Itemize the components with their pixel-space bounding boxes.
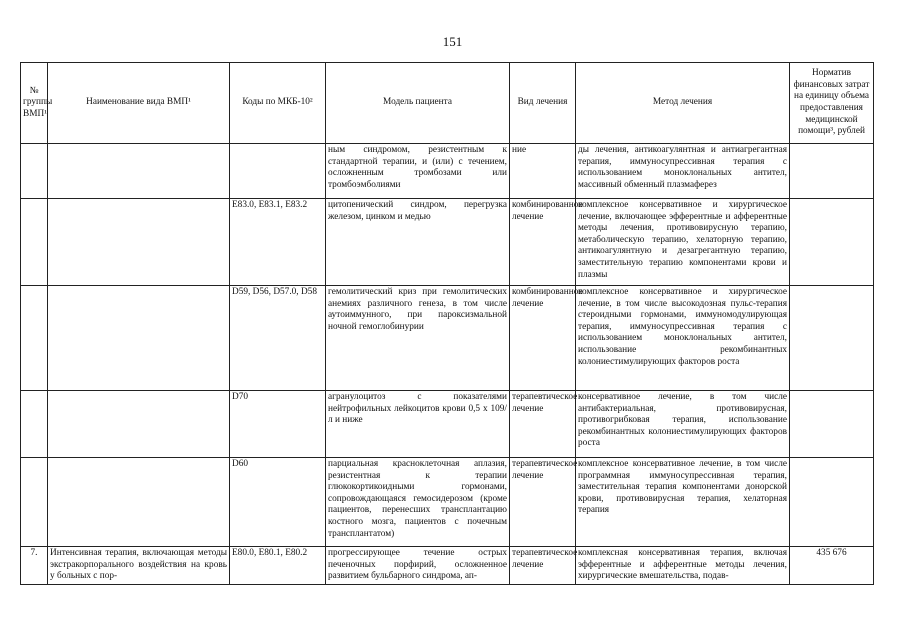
cell-name <box>48 391 230 458</box>
cell-name <box>48 144 230 199</box>
cell-cost: 435 676 <box>790 547 874 585</box>
cell-method: консервативное лечение, в том числе антибактериальная, противовирусная, противогрибковая терапия, использование рекомбинантных колониестимулирующих факторов роста <box>576 391 790 458</box>
cell-name <box>48 199 230 286</box>
header-row <box>21 63 874 144</box>
cell-name <box>48 458 230 547</box>
header-treatment-type: Вид лечения <box>510 63 576 144</box>
cell-type: ние <box>510 144 576 199</box>
cell-method: комплексная консервативная терапия, включая эфферентные и афферентные методы лечения, хирургические вмешательства, подав- <box>576 547 790 585</box>
cell-group <box>21 144 48 199</box>
header-icd-codes: Коды по МКБ-10² <box>230 63 326 144</box>
table-row <box>21 144 874 199</box>
cell-model: агранулоцитоз с показателями нейтрофильных лейкоцитов крови 0,5 x 109/л и ниже <box>326 391 510 458</box>
cell-cost <box>790 286 874 391</box>
cell-type: терапевтическое лечение <box>510 458 576 547</box>
cell-codes: D70 <box>230 391 326 458</box>
cell-codes: D60 <box>230 458 326 547</box>
cell-model: гемолитический криз при гемолитических анемиях различного генеза, в том числе аутоиммунного, при пароксизмальной ночной гемоглобинурии <box>326 286 510 391</box>
cell-group <box>21 199 48 286</box>
cell-method: комплексное консервативное и хирургическое лечение, в том числе высокодозная пульс-терапия стероидными гормонами, иммуномодулирующая терапия, иммуносупрессивная терапия с использованием моноклональных антител, использование рекомбинантных колониестимулирующих факторов роста <box>576 286 790 391</box>
cell-codes <box>230 144 326 199</box>
cell-name <box>48 286 230 391</box>
cell-model: прогрессирующее течение острых печеночных порфирий, осложненное развитием бульбарного синдрома, ап- <box>326 547 510 585</box>
cell-method: комплексное консервативное и хирургическое лечение, включающее эфферентные и афферентные методы лечения, противовирусную терапию, метаболическую терапию, хелаторную терапию, антикоагулянтную и дезагрегантную терапию, заместительную терапию компонентами крови и плазмы <box>576 199 790 286</box>
cell-type: комбинированное лечение <box>510 199 576 286</box>
page-number: 151 <box>442 34 463 49</box>
cell-group: 7. <box>21 547 48 585</box>
cell-method: комплексное консервативное лечение, в том числе программная иммуносупрессивная терапия, заместительная терапия компонентами донорской крови, противовирусная терапия, хелаторная терапия <box>576 458 790 547</box>
cell-group <box>21 286 48 391</box>
cell-name: Интенсивная терапия, включающая методы экстракорпорального воздействия на кровь у больных с пор- <box>48 547 230 585</box>
cell-cost <box>790 199 874 286</box>
table-row <box>21 199 874 286</box>
cell-codes: E80.0, E80.1, E80.2 <box>230 547 326 585</box>
table-row <box>21 458 874 547</box>
cell-codes: E83.0, E83.1, E83.2 <box>230 199 326 286</box>
cell-model: ным синдромом, резистентным к стандартной терапии, и (или) с течением, осложненным тромбозами или тромбоэмболиями <box>326 144 510 199</box>
header-patient-model: Модель пациента <box>326 63 510 144</box>
cell-type: терапевтическое лечение <box>510 391 576 458</box>
header-group-num: № группы ВМП¹ <box>21 63 48 144</box>
cell-cost <box>790 391 874 458</box>
cell-group <box>21 391 48 458</box>
header-treatment-method: Метод лечения <box>576 63 790 144</box>
cell-method: ды лечения, антикоагулянтная и антиагрегантная терапия, иммуносупрессивная терапия с использованием моноклональных антител, массивный обменный плазмаферез <box>576 144 790 199</box>
cell-type: терапевтическое лечение <box>510 547 576 585</box>
table-row <box>21 547 874 585</box>
cell-group <box>21 458 48 547</box>
cell-cost <box>790 458 874 547</box>
table-row <box>21 391 874 458</box>
cell-model: цитопенический синдром, перегрузка железом, цинком и медью <box>326 199 510 286</box>
cell-codes: D59, D56, D57.0, D58 <box>230 286 326 391</box>
table-row <box>21 286 874 391</box>
vmp-table <box>20 62 874 585</box>
cell-cost <box>790 144 874 199</box>
cell-model: парциальная красноклеточная аплазия, резистентная к терапии глюкокортикоидными гормонами, сопровождающаяся гемосидерозом (кроме пациентов, перенесших трансплантацию костного мозга, пациентов с почечным трансплантатом) <box>326 458 510 547</box>
header-vmp-name: Наименование вида ВМП¹ <box>48 63 230 144</box>
cell-type: комбинированное лечение <box>510 286 576 391</box>
header-cost-norm: Норматив финансовых затрат на единицу объема предоставления медицинской помощи³, рублей <box>790 63 874 144</box>
